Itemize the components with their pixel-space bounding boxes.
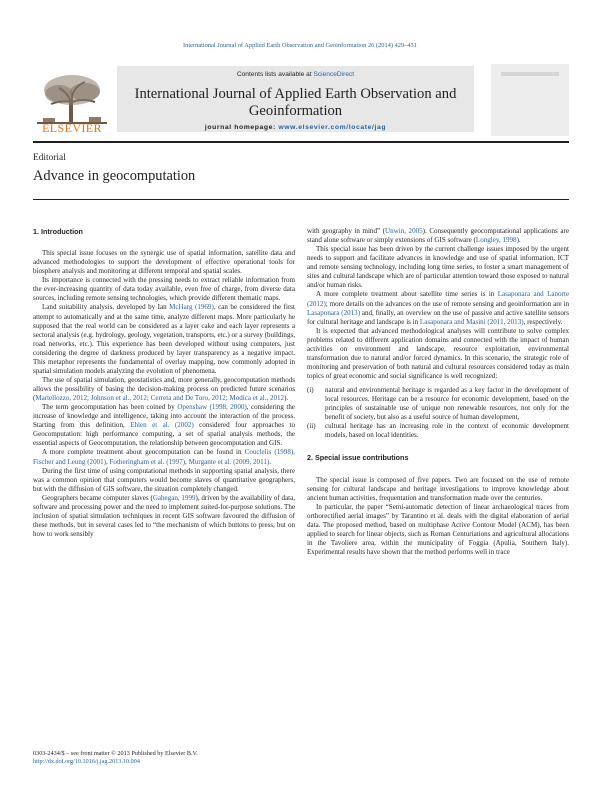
elsevier-tree-icon <box>37 72 107 124</box>
reference-link[interactable]: Unwin, 2005 <box>385 227 423 235</box>
reference-link[interactable]: Lasaponara (2013) <box>307 308 361 317</box>
reference-link[interactable]: Couclelis (1998), Fischer and Leung (2001), Fotheringham et al. (1997), Murgante et al. (2009, 2011) <box>33 448 295 466</box>
publisher-logo-text: ELSEVIER <box>42 121 102 135</box>
journal-title[interactable]: International Journal of Applied Earth Observation and Geoinformation <box>134 86 457 119</box>
homepage-prefix: journal homepage: <box>204 124 279 131</box>
list-item: (ii) cultural heritage has an increasing role in the context of economic development models, based on local identities. <box>307 422 569 440</box>
reference-link[interactable]: Gahegan, 1999 <box>152 493 196 502</box>
reference-link[interactable]: Lasaponara and Lanorte (2012) <box>307 290 569 308</box>
intro-paragraph-5: The term geocomputation has been coined by Openshaw (1998, 2000), considering the increase of knowledge and intelligence, taking into account the interaction of the process. Starting from this definition, Ehlen et al. (2002) considered four approaches to Geocomputation: high performance computing, a set of spatial analysis methods, the essential aspects of Geocomputation, the relationship between geocomputation and GIS. <box>33 403 295 448</box>
journal-header-panel <box>117 66 474 132</box>
title-divider <box>33 199 569 200</box>
intro-paragraph-3: Land suitability analysis, developed by Ian McHarg (1969), can be considered the first attempt to automatically and at the same time, analyze different maps. More particularly he supposed that the real world can be considered as a layer cake and each layer represents a sectoral analysis (e.g. hydrology, geology, vegetation, transports, etc.) or a survey (buildings, road networks, etc.). This experience has been developed without using computers, just considering the degree of darkness produced by layer transparency as a negative impact. This metaphor represents the fundamental of overlay mapping, now commonly adopted in spatial simulation models analyzing the evolution of phenomena. <box>33 303 295 375</box>
journal-citation: International Journal of Applied Earth Observation and Geoinformation 26 (2014) 429–431 <box>183 42 417 49</box>
right-column <box>307 227 569 557</box>
left-column <box>33 227 295 539</box>
contributions-paragraph-1: The special issue is composed of five papers. Two are focused on the use of remote sensing for cultural landscape and heritage investigations to improve knowledge about ancient human activities, frequentation and transformation made over the centuries. <box>307 475 569 502</box>
elsevier-logo[interactable] <box>33 72 112 134</box>
intro-paragraph-8: Geographers became computer slaves (Gahegan, 1999), driven by the availability of data, software and processing power and the need to implement suited-for-purpose solutions. The inclusion of spatial simulation techniques in recent GIS software favoured the diffusion of these methods, but in several cases led to “the mechanism of which buttons to press, but on how to work sensibly <box>33 493 295 538</box>
intro-paragraph-6: A more complete treatment about geocomputation can be found in Couclelis (1998), Fischer and Leung (2001), Fotheringham et al. (1997), Murgante et al. (2009, 2011). <box>33 448 295 466</box>
doi-link[interactable]: http://dx.doi.org/10.1016/j.jag.2013.10.004 <box>33 758 140 765</box>
journal-cover-thumbnail[interactable] <box>491 64 569 136</box>
contents-prefix: Contents lists available at <box>236 71 314 78</box>
intro-paragraph-1: This special issue focuses on the synergic use of spatial information, satellite data and advanced methodologies to support the development of effective operational tools for biosphere analysis and monitoring at different temporal and spatial scales. <box>33 249 295 276</box>
reference-link[interactable]: Lasaponara and Masini (2011, 2013) <box>419 317 524 326</box>
reference-link[interactable]: Martellozzo, 2012; Johnson et al., 2012; Cerreta and De Toro, 2012; Modica et al., 2012 <box>35 394 285 403</box>
header-divider <box>33 141 569 143</box>
contributions-paragraph-2: In particular, the paper “Semi-automatic detection of linear archaeological traces from orthorectified aerial images” by Tarantino et al. deals with the digital elaboration of aerial data. The proposed method, based on multiphase Active Contour Model (ACM), has been applied to search for linear objects, such as Roman Centuriations and agricultural allocations in the Tavoliere area, within the municipality of Foggia (Apulia, Southern Italy). Experimental results have shown that the method performs well in trace <box>307 502 569 556</box>
reference-link[interactable]: Ehlen et al. (2002) <box>130 421 194 430</box>
issn-copyright-line: 0303-2434/$ – see front matter © 2013 Published by Elsevier B.V. <box>33 750 198 757</box>
journal-masthead <box>33 64 569 136</box>
reference-link[interactable]: Longley, 1998 <box>475 236 517 245</box>
intro-paragraph-11: It is expected that advanced methodological analyses will contribute to solve complex problems related to different application domains and connected with the impact of human activities on environment and landscape, resource exploitation, environmental transformation due to natural and/or forced dynamics. In this scenario, the strategic role of monitoring and preservation of both natural and cultural resources considered today as main topics of great economic and social significance is well recognized: <box>307 326 569 380</box>
journal-homepage-line <box>117 124 474 131</box>
intro-paragraph-7: During the first time of using computational methods in supporting spatial analysis, there was a common opinion that computers would become slaves of quantitative geographers, but with the diffusion of GIS software, the situation completely changed. <box>33 466 295 493</box>
journal-homepage-link[interactable]: www.elsevier.com/locate/jag <box>278 124 387 131</box>
sciencedirect-link[interactable]: ScienceDirect <box>313 71 355 78</box>
list-item: (i) natural and environmental heritage is regarded as a key factor in the development of local resources. Heritage can be a resource for economic development, based on the principles of sustainable use of unique non renewable resources, not only for the benefit of society, but also as a useful source of human development, <box>307 386 569 422</box>
intro-paragraph-2: Its importance is connected with the pressing needs to extract reliable information from the ever-increasing quantity of data today available, even free of charge, from diverse data sources, including remote sensing technologies, which provide different thematic maps. <box>33 276 295 303</box>
reference-link[interactable]: Openshaw (1998, 2000) <box>177 403 247 412</box>
section-heading-introduction: 1. Introduction <box>33 227 83 236</box>
intro-paragraph-8-continued: with geography in mind” (Unwin, 2005). Consequently geocomputational applications are stand alone software or simply extensions of GIS software (Longley, 1998). <box>307 227 569 245</box>
intro-paragraph-4: The use of spatial simulation, geostatistics and, more generally, geocomputation methods allows the possibility of basing the decision-making process on predicted future scenarios (Martellozzo, 2012; Johnson et al., 2012; Cerreta and De Toro, 2012; Modica et al., 2012). <box>33 375 295 403</box>
heritage-list <box>307 386 569 440</box>
page-footer <box>33 750 295 766</box>
reference-link[interactable]: McHarg (1969) <box>169 303 214 312</box>
article-title: Advance in geocomputation <box>33 168 196 184</box>
article-type-label: Editorial <box>33 153 66 163</box>
section-heading-contributions: 2. Special issue contributions <box>307 453 409 463</box>
intro-paragraph-10: A more complete treatment about satellite time series is in Lasaponara and Lanorte (2012); more details on the advances on the use of remote sensing and geoinformation are in Lasaponara (2013) and, finally, an overview on the use of passive and active satellite sensors for cultural heritage and landscape is in Lasaponara and Masini (2011, 2013), respectively. <box>307 290 569 326</box>
contents-available-line <box>117 71 474 78</box>
intro-paragraph-9: This special issue has been driven by the current challenge issues imposed by the urgent needs to support and facilitate advances in knowledge and use of spatial information, ICT and remote sensing technology, including long time series, to foster a smart management of sites and cultural landscape which are of particular attention toward those exposed to natural and/or human risks. <box>307 245 569 290</box>
